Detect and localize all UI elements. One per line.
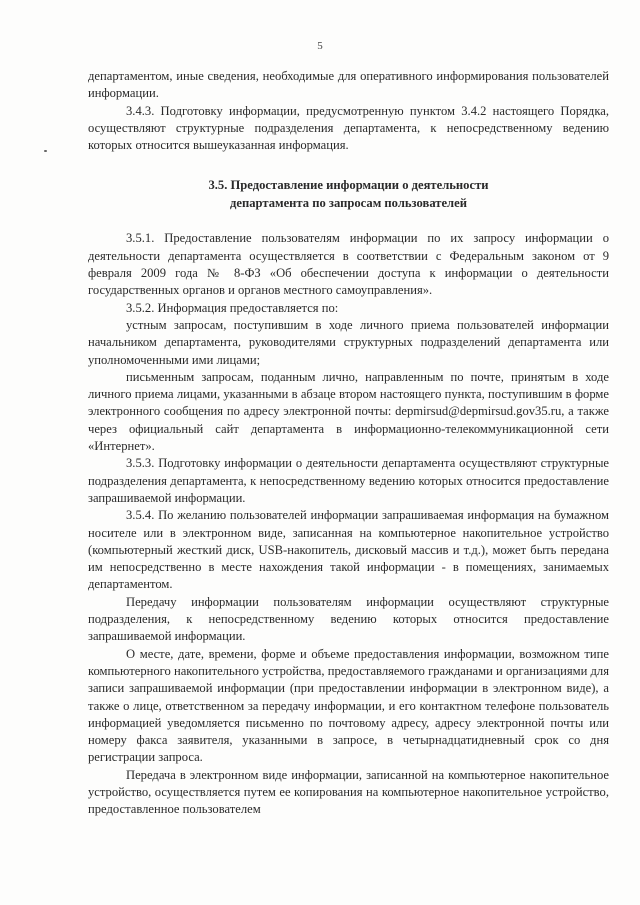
scan-mark (44, 150, 47, 152)
paragraph-oral-requests: устным запросам, поступившим в ходе личного приема пользователей информации начальником департамента, руководителями структурных подразделений департамента или уполномоченными ими лицами; (88, 317, 609, 367)
section-title-line-1: 3.5. Предоставление информации о деятельности (208, 178, 489, 193)
paragraph-3-5-1: 3.5.1. Предоставление пользователям информации по их запросу информации о деятельности департамента осуществляется в соответствии с Федеральным законом от 9 февраля 2009 года № 8-ФЗ «Об обеспечении доступа к информации о деятельности государственных органов и органов местного самоуправления». (88, 231, 609, 298)
section-title-line-2: департамента по запросам пользователей (230, 196, 467, 211)
paragraph-continuation: департаментом, иные сведения, необходимые для оперативного информирования пользователей информации. (88, 69, 609, 101)
paragraph-3-5-4: 3.5.4. По желанию пользователей информации запрашиваемая информация на бумажном носителе или в электронном виде, записанная на компьютерное накопительное устройство (компьютерный жесткий диск, USB-накопитель, дисковый массив и т.д.), может быть передана им непосредственно в месте нахождения такой информации - в помещениях, занимаемых департаментом. (88, 508, 609, 592)
document-body (88, 68, 609, 819)
paragraph-3-4-3: 3.4.3. Подготовку информации, предусмотренную пунктом 3.4.2 настоящего Порядка, осуществляют структурные подразделения департамента, к непосредственному ведению которых относится вышеуказанная информация. (88, 103, 609, 153)
page-number: 5 (317, 40, 323, 52)
paragraph-notification: О месте, дате, времени, форме и объеме предоставления информации, возможном типе компьютерного накопительного устройства, предоставляемого гражданами и организациями для записи запрашиваемой информации (при предоставлении информации в электронном виде), а также о лице, ответственном за передачу информации, и его контактном телефоне пользователь информацией уведомляется письменно по почтовому адресу, адресу электронной почты или номеру факса заявителя, указанными в запросе, в четырнадцатидневный срок со дня регистрации запроса. (88, 646, 609, 765)
paragraph-electronic-transfer: Передача в электронном виде информации, записанной на компьютерное накопительное устройство, осуществляется путем ее копирования на компьютерное накопительное устройство, предоставленное пользователем (88, 767, 609, 817)
section-title (88, 176, 609, 212)
paragraph-3-5-2: 3.5.2. Информация предоставляется по: (126, 300, 339, 315)
paragraph-3-5-3: 3.5.3. Подготовку информации о деятельности департамента осуществляют структурные подразделения департамента, к непосредственному ведению которых относится предоставление запрашиваемой информации. (88, 456, 609, 505)
paragraph-transfer: Передачу информации пользователям информации осуществляют структурные подразделения, к непосредственному ведению которых относится предоставление запрашиваемой информации. (88, 594, 609, 644)
paragraph-written-requests: письменным запросам, поданным лично, направленным по почте, принятым в ходе личного приема лицами, указанными в абзаце втором настоящего пункта, поступившим в форме электронного сообщения по адресу электронной почты: depmirsud@depmirsud.gov35.ru, а также через официальный сайт департамента в информационно-телекоммуникационной сети «Интернет». (88, 369, 609, 454)
